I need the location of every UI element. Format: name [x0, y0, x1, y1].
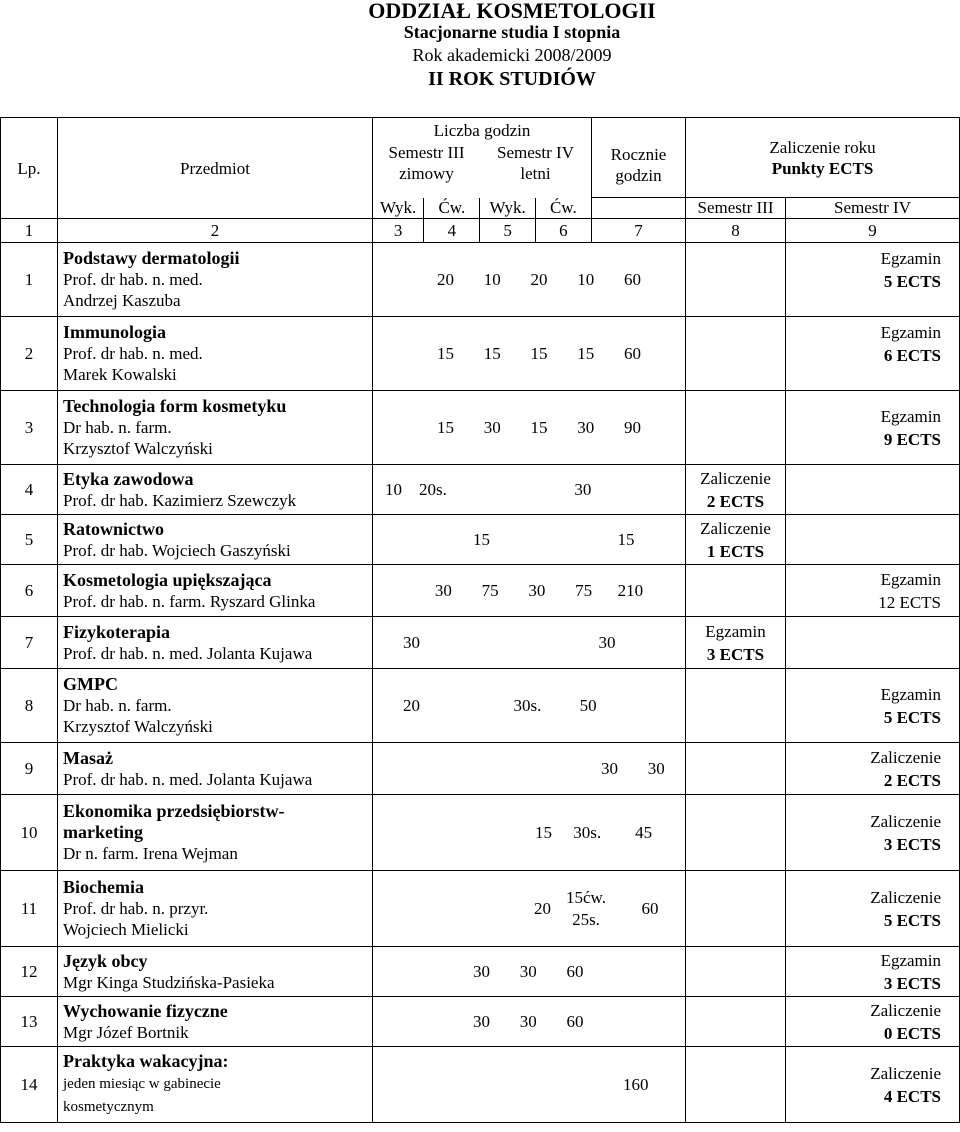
subject-header: Przedmiot: [58, 118, 373, 219]
table-row: 13 Wychowanie fizyczne Mgr Józef Bortnik 30 30 60 Zaliczenie 0 ECTS: [1, 997, 960, 1047]
study-type: Stacjonarne studia I stopnia: [403, 22, 621, 42]
annual-hours-header: Rocznie godzin: [592, 118, 686, 198]
cw-header-1: Ćw.: [424, 198, 480, 219]
table-row: 11 Biochemia Prof. dr hab. n. przyr. Wojciech Mielicki 20 15ćw. 25s. 60 Zaliczenie 5 ECTS: [1, 871, 960, 947]
lp-header: Lp.: [1, 118, 58, 219]
column-numbers-row: 1 2 3 4 5 6 7 8 9: [1, 219, 960, 243]
table-row: 9 Masaż Prof. dr hab. n. med. Jolanta Kujawa 30 30 Zaliczenie 2 ECTS: [1, 743, 960, 795]
hours-header: Liczba godzin Semestr III zimowy Semestr IV letni: [373, 118, 592, 198]
table-row: 2 Immunologia Prof. dr hab. n. med. Marek Kowalski 15 15 15 15 60 Egzamin 6 ECTS: [1, 317, 960, 391]
cw-header-2: Ćw.: [535, 198, 591, 219]
table-row: 4 Etyka zawodowa Prof. dr hab. Kazimierz Szewczyk 10 20s. 30 Zaliczenie 2 ECTS: [1, 465, 960, 515]
academic-year: Rok akademicki 2008/2009: [412, 45, 612, 65]
table-row: 6 Kosmetologia upiększająca Prof. dr hab. n. farm. Ryszard Glinka 30 75 30 75 210 Egzamin 12 ECTS: [1, 565, 960, 617]
page-title: ODDZIAŁ KOSMETOLOGII: [368, 0, 656, 23]
table-row: 14 Praktyka wakacyjna: jeden miesiąc w gabinecie kosmetycznym 160 Zaliczenie 4 ECTS: [1, 1047, 960, 1123]
credit-header: Zaliczenie roku Punkty ECTS: [686, 118, 960, 198]
table-row: 7 Fizykoterapia Prof. dr hab. n. med. Jolanta Kujawa 30 30 Egzamin 3 ECTS: [1, 617, 960, 669]
table-row: 3 Technologia form kosmetyku Dr hab. n. farm. Krzysztof Walczyński 15 30 15 30 90 Egzamin 9 ECTS: [1, 391, 960, 465]
table-row: 5 Ratownictwo Prof. dr hab. Wojciech Gaszyński 15 15 Zaliczenie 1 ECTS: [1, 515, 960, 565]
table-row: 12 Język obcy Mgr Kinga Studzińska-Pasieka 30 30 60 Egzamin 3 ECTS: [1, 947, 960, 997]
table-row: 8 GMPC Dr hab. n. farm. Krzysztof Walczyński 20 30s. 50 Egzamin 5 ECTS: [1, 669, 960, 743]
sem3-header: Semestr III: [686, 198, 786, 219]
wyk-header-2: Wyk.: [480, 198, 535, 219]
sem4-header: Semestr IV: [786, 198, 960, 219]
curriculum-table: [0, 117, 960, 1123]
table-row: 1 Podstawy dermatologii Prof. dr hab. n. med. Andrzej Kaszuba 20 10 20 10 60 Egzamin 5 ECTS: [1, 243, 960, 317]
wyk-header-1: Wyk.: [373, 198, 424, 219]
study-year: II ROK STUDIÓW: [428, 68, 596, 90]
table-row: 10 Ekonomika przedsiębiorstw- marketing Dr n. farm. Irena Wejman 15 30s. 45 Zaliczenie 3 ECTS: [1, 795, 960, 871]
